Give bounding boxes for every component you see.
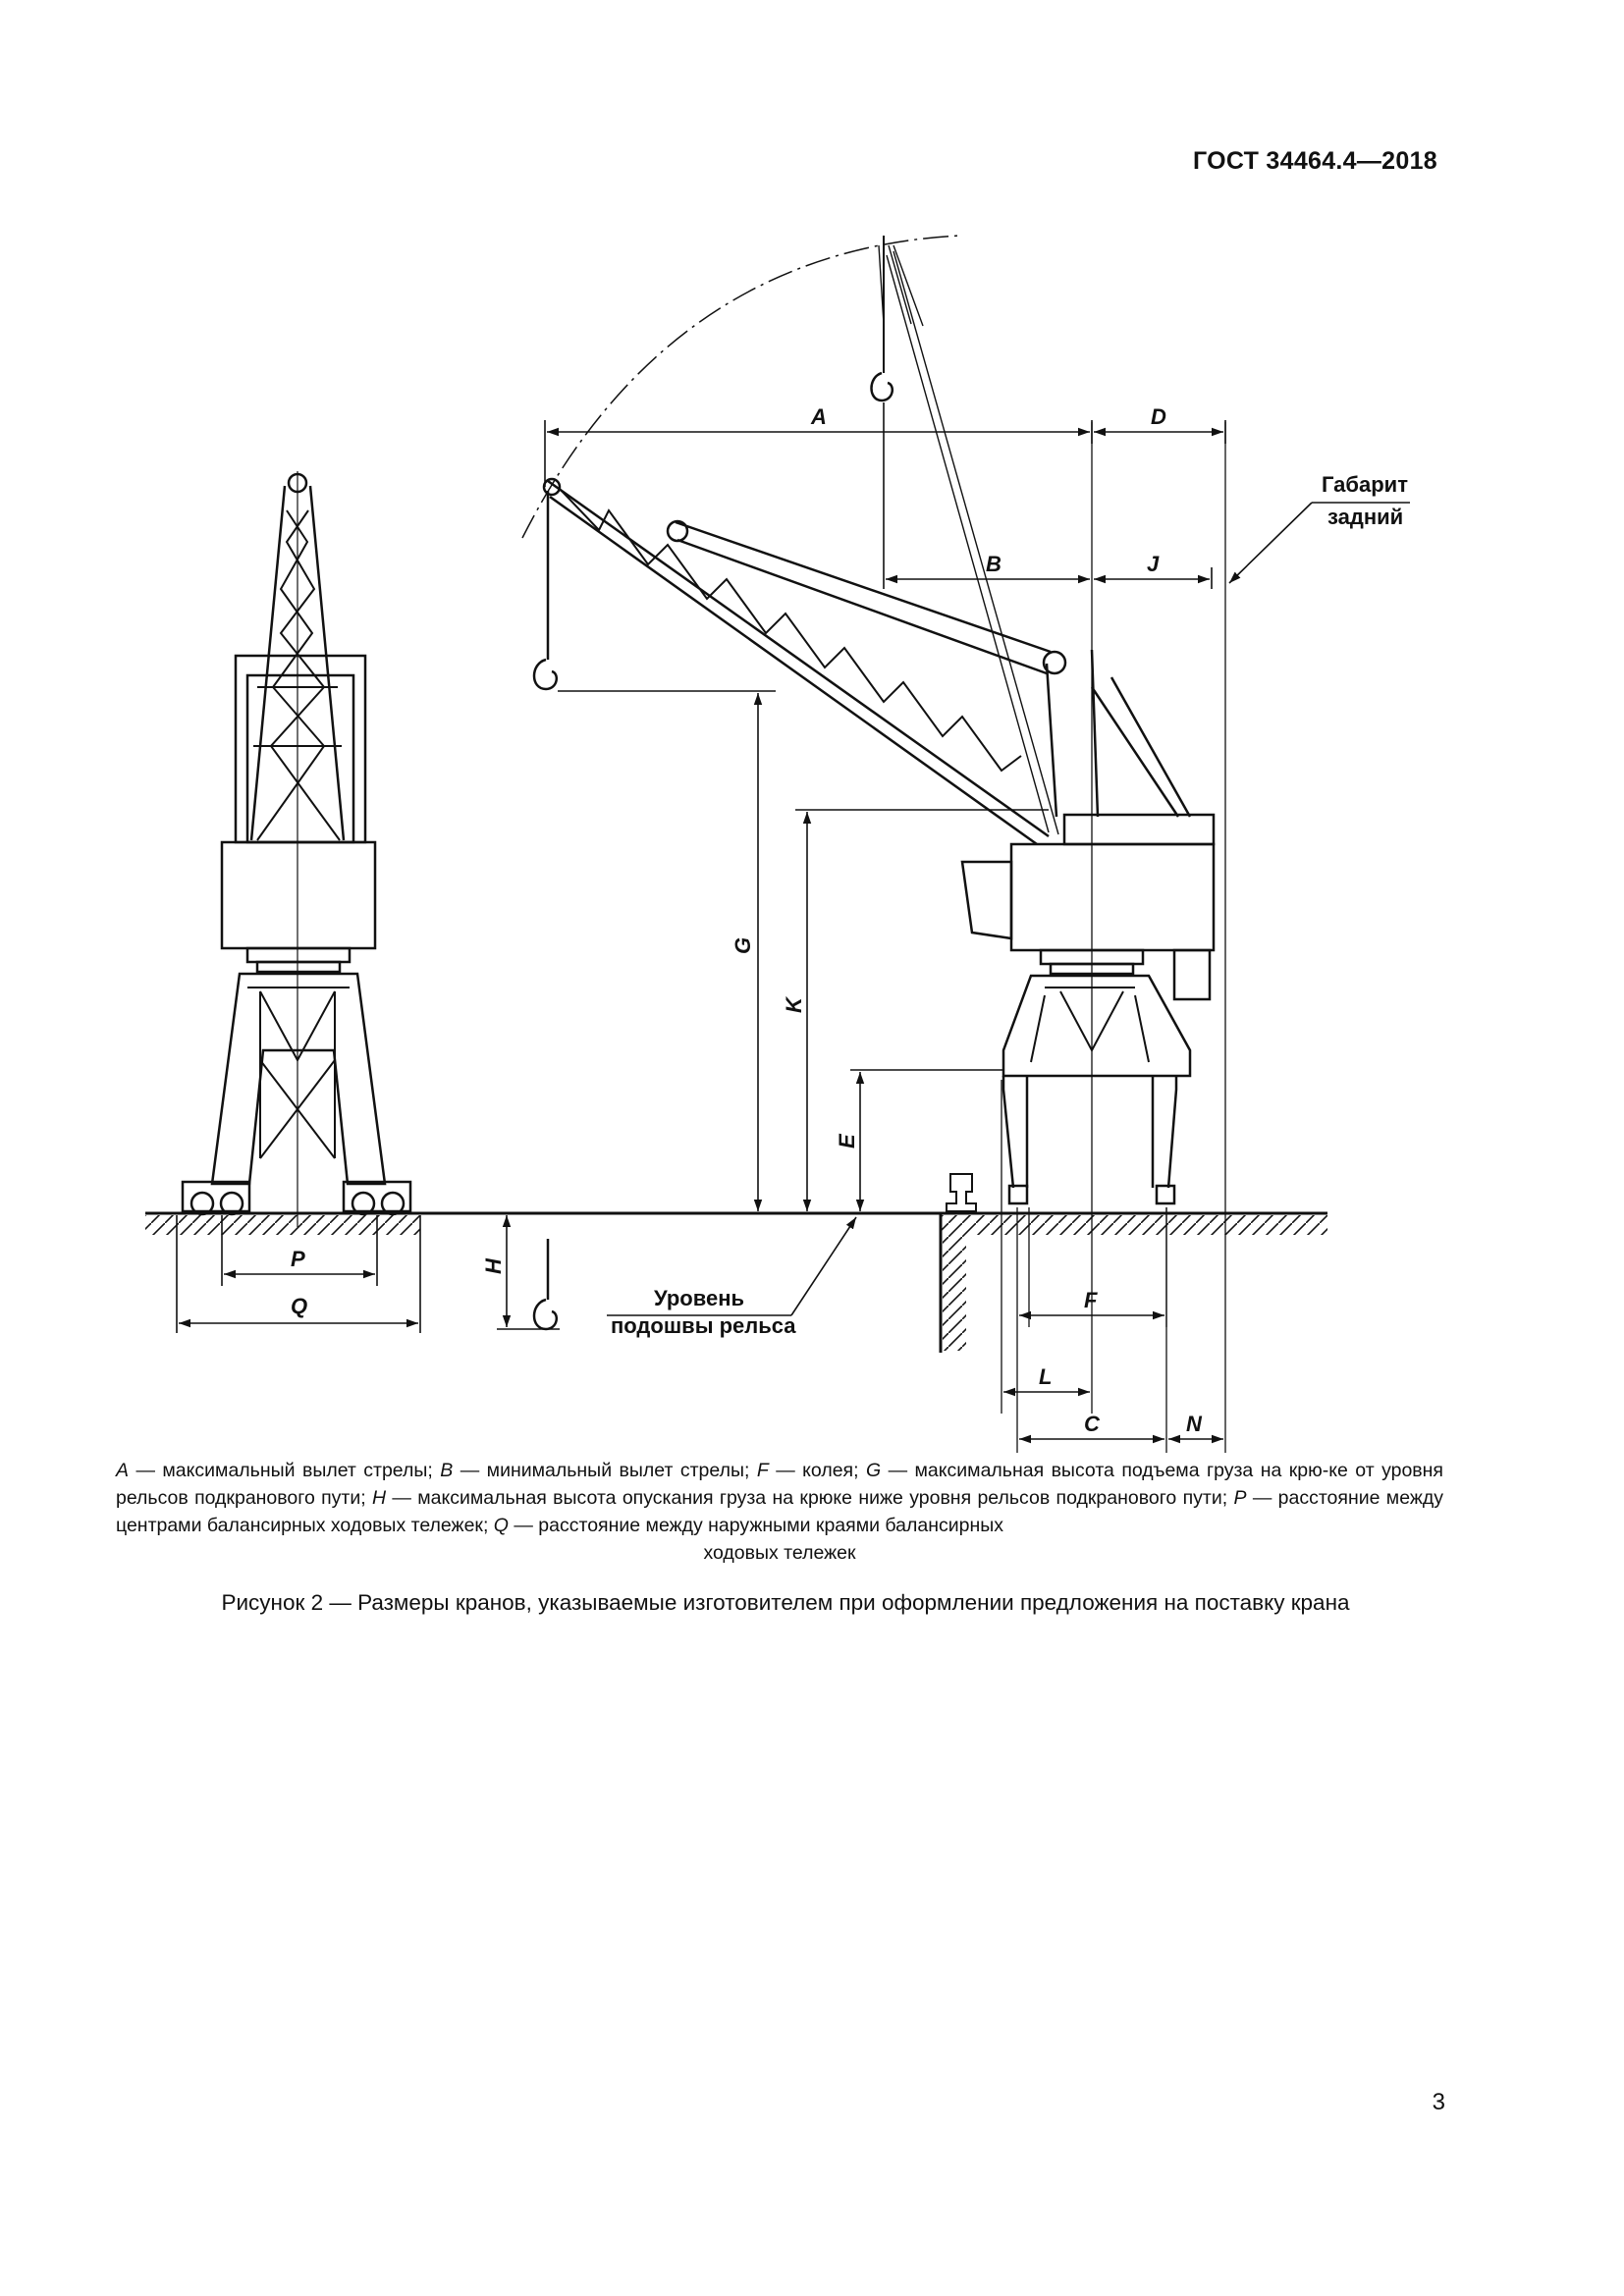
dim-label-P: P <box>291 1247 305 1271</box>
crane-side-view <box>534 236 1214 1211</box>
legend-symbol: Q <box>493 1515 509 1536</box>
legend-text: — минимальный вылет стрелы; <box>453 1460 757 1481</box>
dim-label-N: N <box>1186 1412 1202 1436</box>
dim-label-Q: Q <box>291 1294 308 1318</box>
legend-tail: ходовых тележек <box>703 1542 856 1564</box>
dim-label-A: A <box>811 404 827 429</box>
legend-symbol: F <box>756 1460 769 1481</box>
dim-label-D: D <box>1151 404 1166 429</box>
legend-text: — максимальная высота подъема груза на крю-ке от уровня рельсов подкранового пути; <box>116 1460 1443 1509</box>
legend-symbol: B <box>440 1460 454 1481</box>
dim-label-H: H <box>481 1258 506 1274</box>
rear-gabarit-label-line1: Габарит <box>1322 472 1408 497</box>
legend-text: — колея; <box>768 1460 866 1481</box>
boom-swing-arc <box>522 236 960 538</box>
rear-gabarit-label-line2: задний <box>1327 505 1404 529</box>
dim-label-L: L <box>1039 1364 1053 1389</box>
dim-label-C: C <box>1084 1412 1100 1436</box>
legend-text: — максимальная высота опускания груза на крюке ниже уровня рельсов подкранового пути; <box>386 1487 1234 1509</box>
dim-label-K: K <box>782 997 806 1013</box>
dim-label-G: G <box>731 936 755 954</box>
dimension-E <box>850 1070 1003 1211</box>
legend-symbol: P <box>1233 1487 1247 1509</box>
crane-side-reference-lines <box>1001 422 1225 1453</box>
legend-symbol: A <box>116 1460 130 1481</box>
page-number: 3 <box>1432 2089 1445 2115</box>
legend-symbol: G <box>865 1460 882 1481</box>
dim-label-J: J <box>1147 552 1160 576</box>
figure-caption: Рисунок 2 — Размеры кранов, указываемые изготовителем при оформлении предложения на поставку крана <box>221 1590 1350 1615</box>
legend-symbol: H <box>372 1487 387 1509</box>
rail-level-label-line1: Уровень <box>654 1286 745 1310</box>
legend-text: — расстояние между наружными краями балансирных <box>508 1515 1003 1536</box>
dim-label-F: F <box>1084 1288 1098 1312</box>
legend-text: — максимальный вылет стрелы; <box>129 1460 441 1481</box>
dim-label-E: E <box>835 1134 859 1148</box>
crane-front-view <box>183 471 410 1227</box>
legend-text: — расстояние между центрами балансирных ходовых тележек; <box>116 1487 1443 1536</box>
document-id: ГОСТ 34464.4—2018 <box>1192 147 1437 175</box>
rail-level-label-line2: подошвы рельса <box>611 1313 796 1338</box>
dim-label-B: B <box>986 552 1001 576</box>
dimension-H <box>497 1215 560 1329</box>
figure-legend <box>116 1457 1443 1567</box>
dimension-A <box>545 420 1092 487</box>
